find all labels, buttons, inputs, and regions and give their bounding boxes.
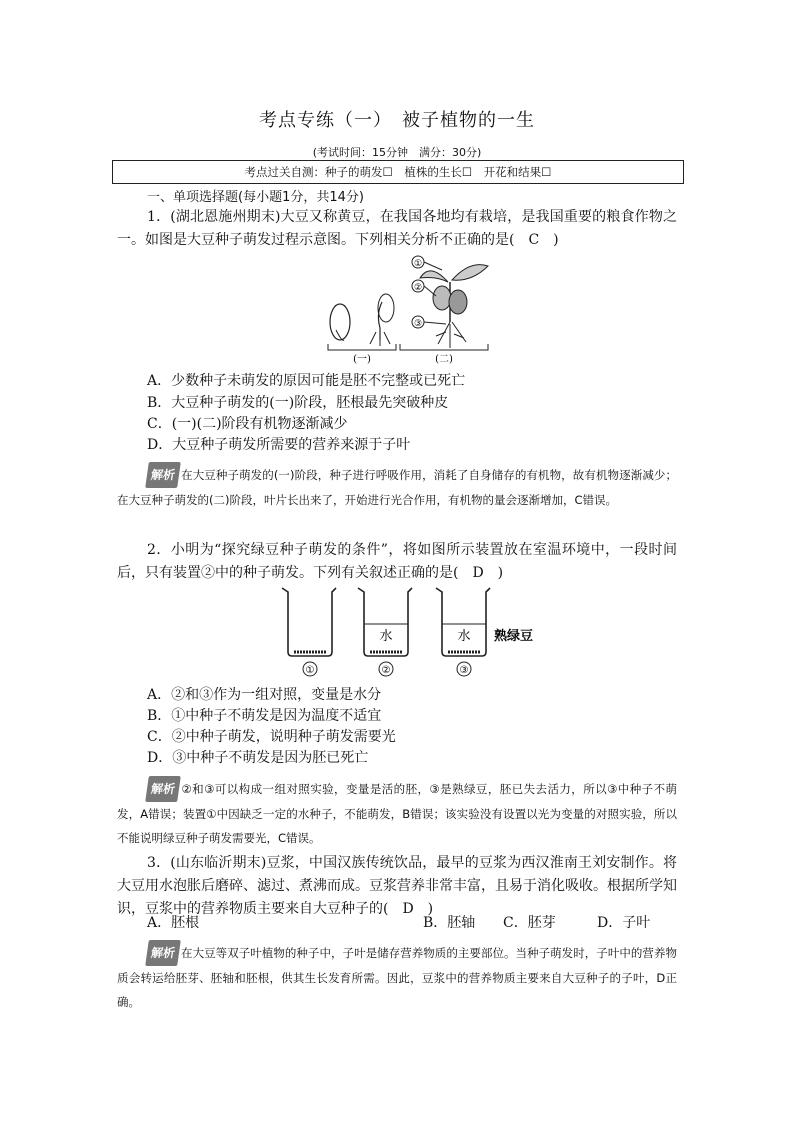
beaker-3 xyxy=(436,588,533,676)
q2-stem: 2．小明为“探究绿豆种子萌发的条件”，将如图所示装置放在室温环境中，一段时间后，只有装置②中的种子萌发。下列有关叙述正确的是( D ) xyxy=(117,542,677,581)
page-title: 考点专练（一） 被子植物的一生 xyxy=(259,110,535,131)
q3-options xyxy=(147,912,677,934)
svg-text:③: ③ xyxy=(413,319,423,329)
beaker-label-1: ① xyxy=(305,665,315,676)
analysis-badge: 解析 xyxy=(145,776,181,802)
q1-marker-1 xyxy=(412,256,442,270)
q2-option-b: B．①中种子不萌发是因为温度不适宜 xyxy=(147,708,382,724)
q3-option-a: A．胚根 xyxy=(147,915,200,931)
q2-option-a: A．②和③作为一组对照，变量是水分 xyxy=(147,687,382,703)
q1-option-c: C．(一)(二)阶段有机物逐渐减少 xyxy=(147,416,348,432)
q1-analysis xyxy=(117,462,677,512)
analysis-badge: 解析 xyxy=(145,940,181,966)
q1-figure xyxy=(310,252,500,364)
q3-option-d: D．子叶 xyxy=(597,915,651,931)
q2-figure xyxy=(278,586,558,678)
q1-option-a: A．少数种子未萌发的原因可能是胚不完整或已死亡 xyxy=(147,373,466,389)
q3-stem: 3．(山东临沂期末)豆浆，中国汉族传统饮品，最早的豆浆为西汉淮南王刘安制作。将大豆用水泡胀后磨碎、滤过、煮沸而成。豆浆营养非常丰富，且易于消化吸收。根据所学知识，豆浆中的营养物质主要来自大豆种子的( D ) xyxy=(117,855,677,917)
q3-analysis xyxy=(117,940,677,1014)
svg-text:①: ① xyxy=(413,259,423,269)
water-label-2: 水 xyxy=(379,629,393,644)
q2-option-c: C．②中种子萌发，说明种子萌发需要光 xyxy=(147,729,396,745)
beaker-2 xyxy=(358,588,412,676)
q3-analysis-text: 在大豆等双子叶植物的种子中，子叶是储存营养物质的主要部位。当种子萌发时，子叶中的营养物质会转运给胚芽、胚轴和胚根，供其生长发育所需。因此，豆浆中的营养物质主要来自大豆种子的子叶，D正确。 xyxy=(117,946,677,1009)
exam-meta: (考试时间：15分钟 满分：30分) xyxy=(312,146,482,159)
section-title: 一、单项选择题(每小题1分，共14分) xyxy=(147,190,364,205)
svg-text:②: ② xyxy=(413,283,423,293)
q3-option-b: B．胚轴 xyxy=(423,915,476,931)
q1-stage-2: (二) xyxy=(435,354,453,364)
q1-stage-1: (一) xyxy=(353,354,371,364)
q2-analysis-text: ②和③可以构成一组对照实验，变量是活的胚，③是熟绿豆，胚已失去活力，所以③中种子不萌发，A错误；装置①中因缺乏一定的水种子，不能萌发，B错误；该实验没有设置以光为变量的对照实验，所以不能说明绿豆种子萌发需要光，C错误。 xyxy=(117,782,677,845)
beaker-1 xyxy=(282,588,336,676)
q3-option-c: C．胚芽 xyxy=(503,915,556,931)
analysis-badge: 解析 xyxy=(145,462,181,488)
cooked-bean-label: 熟绿豆 xyxy=(494,629,534,644)
q1-analysis-text: 在大豆种子萌发的(一)阶段，种子进行呼吸作用，消耗了自身储存的有机物，故有机物逐渐减少；在大豆种子萌发的(二)阶段，叶片长出来了，开始进行光合作用，有机物的量会逐渐增加，C错误。 xyxy=(117,468,677,507)
q1-marker-3 xyxy=(412,316,446,329)
q2-option-d: D．③中种子不萌发是因为胚已死亡 xyxy=(147,750,369,766)
beaker-label-3: ③ xyxy=(459,665,469,676)
self-check-box: 考点过关自测：种子的萌发☐ 植株的生长☐ 开花和结果☐ xyxy=(112,160,684,184)
q1-stem: 1．(湖北恩施州期末)大豆又称黄豆，在我国各地均有栽培，是我国重要的粮食作物之一。如图是大豆种子萌发过程示意图。下列相关分析不正确的是( C ) xyxy=(117,209,677,248)
water-label-3: 水 xyxy=(457,629,471,644)
beaker-label-2: ② xyxy=(381,665,391,676)
q2-analysis xyxy=(117,776,677,850)
q1-marker-2 xyxy=(412,280,436,296)
q1-option-d: D．大豆种子萌发所需要的营养来源于子叶 xyxy=(147,437,411,453)
q1-option-b: B．大豆种子萌发的(一)阶段，胚根最先突破种皮 xyxy=(147,395,449,411)
